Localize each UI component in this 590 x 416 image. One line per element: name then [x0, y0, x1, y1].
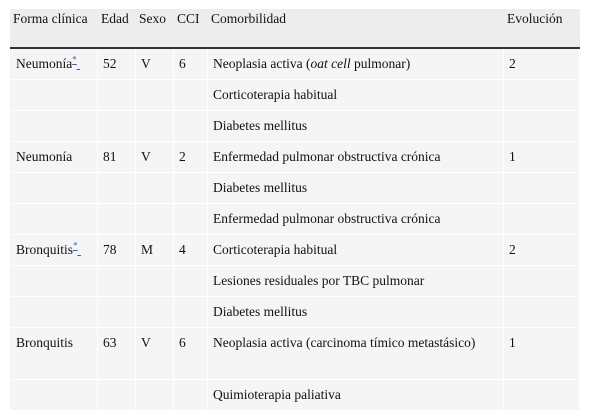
cell-sexo — [136, 204, 174, 235]
cell-evolucion: 1 — [504, 328, 580, 380]
header-cci: CCI — [174, 9, 208, 49]
header-sexo: Sexo — [136, 9, 174, 49]
cell-evolucion — [504, 80, 580, 111]
cell-forma — [10, 173, 98, 204]
cell-cci — [174, 204, 208, 235]
footnote-link[interactable]: * — [72, 54, 77, 65]
cell-evolucion — [504, 266, 580, 297]
cell-forma — [10, 80, 98, 111]
comorbilidad-italic: oat cell — [310, 56, 351, 71]
forma-text: Neumonía — [16, 56, 73, 71]
table-row — [10, 328, 580, 380]
cell-evolucion — [504, 297, 580, 328]
cell-evolucion — [504, 204, 580, 235]
cell-cci: 6 — [174, 328, 208, 380]
cell-forma — [10, 297, 98, 328]
forma-text: Bronquitis — [16, 242, 74, 257]
cell-edad: 78 — [98, 235, 136, 266]
cell-cci: 2 — [174, 142, 208, 173]
cell-comorbilidad: Diabetes mellitus — [208, 111, 504, 142]
cell-sexo: V — [136, 49, 174, 80]
cell-comorbilidad: Lesiones residuales por TBC pulmonar — [208, 266, 504, 297]
table-row — [10, 380, 580, 411]
cell-forma — [10, 204, 98, 235]
cell-edad — [98, 297, 136, 328]
header-comorbilidad: Comorbilidad — [208, 9, 504, 49]
table-row — [10, 235, 580, 266]
cell-comorbilidad: Quimioterapia paliativa — [208, 380, 504, 411]
cell-evolucion — [504, 173, 580, 204]
cell-edad: 63 — [98, 328, 136, 380]
table-row — [10, 266, 580, 297]
table-row — [10, 49, 580, 80]
cell-forma — [10, 380, 98, 411]
cell-comorbilidad — [208, 49, 504, 80]
cell-edad: 81 — [98, 142, 136, 173]
cell-edad — [98, 111, 136, 142]
header-edad: Edad — [98, 9, 136, 49]
cell-edad — [98, 204, 136, 235]
comorbilidad-text: Neoplasia activa ( — [213, 56, 311, 71]
cell-comorbilidad: Corticoterapia habitual — [208, 80, 504, 111]
cell-sexo: V — [136, 142, 174, 173]
cell-sexo: V — [136, 328, 174, 380]
cell-cci — [174, 173, 208, 204]
cell-cci: 4 — [174, 235, 208, 266]
comorbilidad-text-end: pulmonar) — [350, 56, 411, 71]
header-forma-clinica: Forma clínica — [10, 9, 98, 49]
cell-sexo — [136, 111, 174, 142]
cell-cci — [174, 380, 208, 411]
cell-evolucion — [504, 111, 580, 142]
cell-edad — [98, 266, 136, 297]
cell-evolucion: 2 — [504, 235, 580, 266]
cell-comorbilidad: Corticoterapia habitual — [208, 235, 504, 266]
cell-edad: 52 — [98, 49, 136, 80]
cell-sexo — [136, 80, 174, 111]
cell-forma — [10, 111, 98, 142]
cell-evolucion: 2 — [504, 49, 580, 80]
table-row — [10, 204, 580, 235]
cell-edad — [98, 173, 136, 204]
header-row — [10, 9, 580, 49]
footnote-underline — [78, 242, 81, 257]
cell-sexo — [136, 266, 174, 297]
cell-forma — [10, 235, 98, 266]
table-row — [10, 80, 580, 111]
table-row — [10, 297, 580, 328]
cell-edad — [98, 380, 136, 411]
cell-forma — [10, 266, 98, 297]
cell-cci — [174, 80, 208, 111]
cell-cci — [174, 266, 208, 297]
header-evolucion: Evolución — [504, 9, 580, 49]
table-row — [10, 142, 580, 173]
cell-evolucion — [504, 380, 580, 411]
comorbidity-table — [10, 9, 580, 411]
cell-sexo — [136, 297, 174, 328]
cell-sexo — [136, 380, 174, 411]
cell-sexo — [136, 173, 174, 204]
cell-comorbilidad: Enfermedad pulmonar obstructiva crónica — [208, 204, 504, 235]
cell-comorbilidad: Enfermedad pulmonar obstructiva crónica — [208, 142, 504, 173]
cell-cci: 6 — [174, 49, 208, 80]
cell-evolucion: 1 — [504, 142, 580, 173]
cell-comorbilidad: Neoplasia activa (carcinoma tímico metastásico) — [208, 328, 504, 380]
table-row — [10, 111, 580, 142]
cell-comorbilidad: Diabetes mellitus — [208, 173, 504, 204]
cell-comorbilidad: Diabetes mellitus — [208, 297, 504, 328]
cell-cci — [174, 297, 208, 328]
table-row — [10, 173, 580, 204]
cell-forma — [10, 49, 98, 80]
cell-forma: Neumonía — [10, 142, 98, 173]
cell-edad — [98, 80, 136, 111]
cell-cci — [174, 111, 208, 142]
footnote-underline — [77, 56, 80, 71]
cell-forma: Bronquitis — [10, 328, 98, 380]
footnote-link[interactable]: * — [73, 240, 78, 251]
cell-sexo: M — [136, 235, 174, 266]
